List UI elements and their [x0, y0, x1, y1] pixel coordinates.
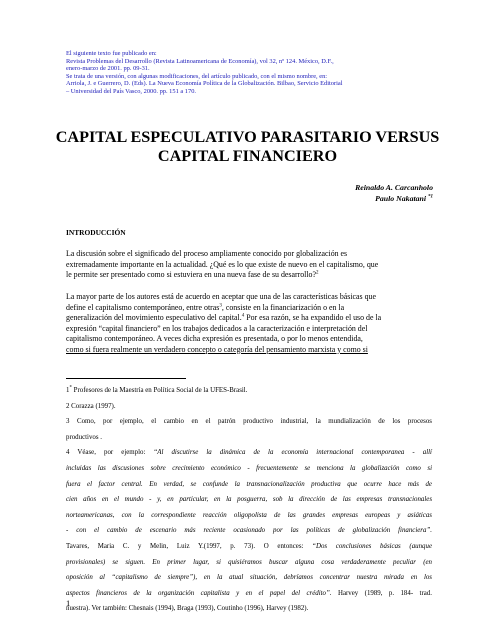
paragraph-text: define el capitalismo contemporáneo, entre otras [66, 302, 220, 312]
footnote-4-line [66, 523, 432, 539]
footnote-number: 1 [66, 387, 70, 394]
paragraph-line [66, 303, 436, 314]
footnote-3-line: productivos . [66, 433, 102, 441]
paragraph-line: La discusión sobre el significado del proceso ampliamente conocido por globalización es [66, 249, 348, 258]
footnote-4-line [66, 555, 432, 571]
footnote-4-line [66, 508, 432, 524]
publication-note-line: Arriola, J. e Guerrero, D. (Eds). La Nueva Economía Política de la Globalización. Bilbao, Servicio Editorial [66, 80, 343, 88]
paragraph-text: , consiste en la financiarización o en la [221, 302, 345, 312]
title-line: CAPITAL ESPECULATIVO PARASITARIO VERSUS [55, 128, 440, 146]
page-number: 1 [66, 598, 71, 608]
paragraph-text: generalización del movimiento especulativo del capital. [66, 313, 242, 322]
paragraph-line [66, 270, 436, 281]
footnote-text: Profesores de la Maestría en Política Social de la UFES-Brasil. [71, 387, 248, 394]
authors-block [355, 182, 433, 204]
footnote-mark: * [69, 385, 72, 391]
footnote-4-line [66, 586, 432, 602]
footnote-reference: 4 [241, 313, 245, 319]
footnote-2: 2 Corazza (1997). [66, 402, 116, 410]
publication-note-line: – Universidad del País Vasco, 2000. pp. 151 a 170. [66, 87, 196, 95]
footnote-4-line [66, 492, 432, 508]
footnote-4-line [66, 570, 432, 586]
footnote-quote: “Al discutirse la dinámica de la economía internacional contemporanea - allí [153, 449, 432, 457]
paragraph-text: le permite ser presentado como si estuviera en una nueva fase de su desarrollo? [66, 270, 316, 279]
publication-note-line: El siguiente texto fue publicado en: [66, 50, 157, 57]
footnote-reference: 3 [219, 302, 222, 308]
footnote-1 [66, 383, 432, 399]
paragraph-line: extremadamente importante en la actualidad. ¿Qué es lo que existe de nuevo en el capitalismo, que [66, 259, 379, 269]
publication-note-line: Se trata de una versión, con algunas modificaciones, del artículo publicado, con el mismo nombre, en: [66, 72, 328, 80]
document-title [40, 128, 455, 166]
footnote-quote: cien años en el mundo - y, en particular, en la posguerra, sob la dirección de las empresas transnacionales [66, 496, 432, 504]
footnotes [66, 383, 432, 617]
author-name: Paulo Nakatani [375, 194, 427, 203]
paragraph-line: como si fuera realmente un verdadero concepto o categoría del pensamiento marxista y como si [66, 344, 368, 354]
paragraph-line [66, 313, 436, 324]
author-name: Reinaldo A. Carcanholo [355, 183, 433, 192]
footnote-4-line: nuestra). Ver también: Chesnais (1994), Braga (1993), Coutinho (1996), Harvey (1982). [66, 605, 309, 613]
author-name-row [355, 193, 433, 204]
footnote-quote: provisionales) se siguen. En primer lugar, si quisiéramos buscar alguna cosa verdaderamente peculiar (en [66, 558, 432, 566]
section-heading: INTRODUCCIÓN [66, 228, 126, 237]
footnote-quote: “Dos conclusiones básicas (aunque [312, 542, 433, 550]
footnote-3-line: 3 Como, por ejemplo, el cambio en el patrón productivo industrial, la mundialización de los procesos [66, 418, 432, 426]
footnote-quote: aspectos financieros de la organización capitalista y en el papel del crédito”. [66, 589, 332, 597]
footnote-text: Tavares, Maria C. y Melin, Luiz Y.(1997, p. 73). O entonces: [66, 542, 313, 550]
footnote-quote: fuera el factor central. En verdad, se confunde la transnacionalización productiva que ocurre hace más de [66, 480, 432, 488]
footnote-4-line [66, 445, 432, 461]
footnote-4-line [66, 461, 432, 477]
footnote-4-line [66, 539, 432, 555]
paragraph-line: expresión “capital financiero” en los trabajos dedicados a la caracterización e interpretación del [66, 323, 368, 333]
paragraph [66, 249, 436, 281]
paragraph-text: Por esa razón, se ha expandido el uso de la [244, 313, 382, 322]
footnote-text: Harvey (1989, p. 184- trad. [331, 589, 432, 597]
paragraph-line: La mayor parte de los autores está de acuerdo en aceptar que una de las características básicas que [66, 292, 376, 301]
footnote-quote: norteamericanas, con la correspondiente reacción oligopolista de las grandes empresas europeas y asiáticas [66, 511, 432, 519]
title-line: CAPITAL FINANCIERO [157, 147, 338, 165]
footnote-quote: incluidas las discusiones sobre crecimiento económico - frecuentemente se menciona la globalización como si [66, 464, 432, 472]
author-footnote-mark: *1 [428, 194, 433, 200]
publication-note [66, 50, 446, 96]
publication-note-line: Revista Problemas del Desarrollo (Revista Latinoamericana de Economía), vol 32, nº 124. México, D.F., [66, 57, 334, 65]
paragraph-line: capitalismo contemporáneo. A veces dicha expresión es presentada, o por lo menos entendida, [66, 334, 363, 343]
footnote-separator [66, 378, 186, 379]
paragraph [66, 292, 436, 355]
footnote-text: 4 Véase, por ejemplo: [66, 449, 154, 457]
footnote-4-line [66, 477, 432, 493]
footnote-reference: 2 [316, 270, 319, 276]
footnote-quote: oposición al “capitalismo de siempre”), en la atual situación, debríamos concentrar nuestra mirada en los [66, 574, 432, 582]
footnote-quote: - con el cambio de escenario más reciente ocasionado por las políticas de globalización financiera”. [66, 527, 432, 535]
publication-note-line: enero-marzo de 2001. pp. 09-31. [66, 65, 150, 73]
